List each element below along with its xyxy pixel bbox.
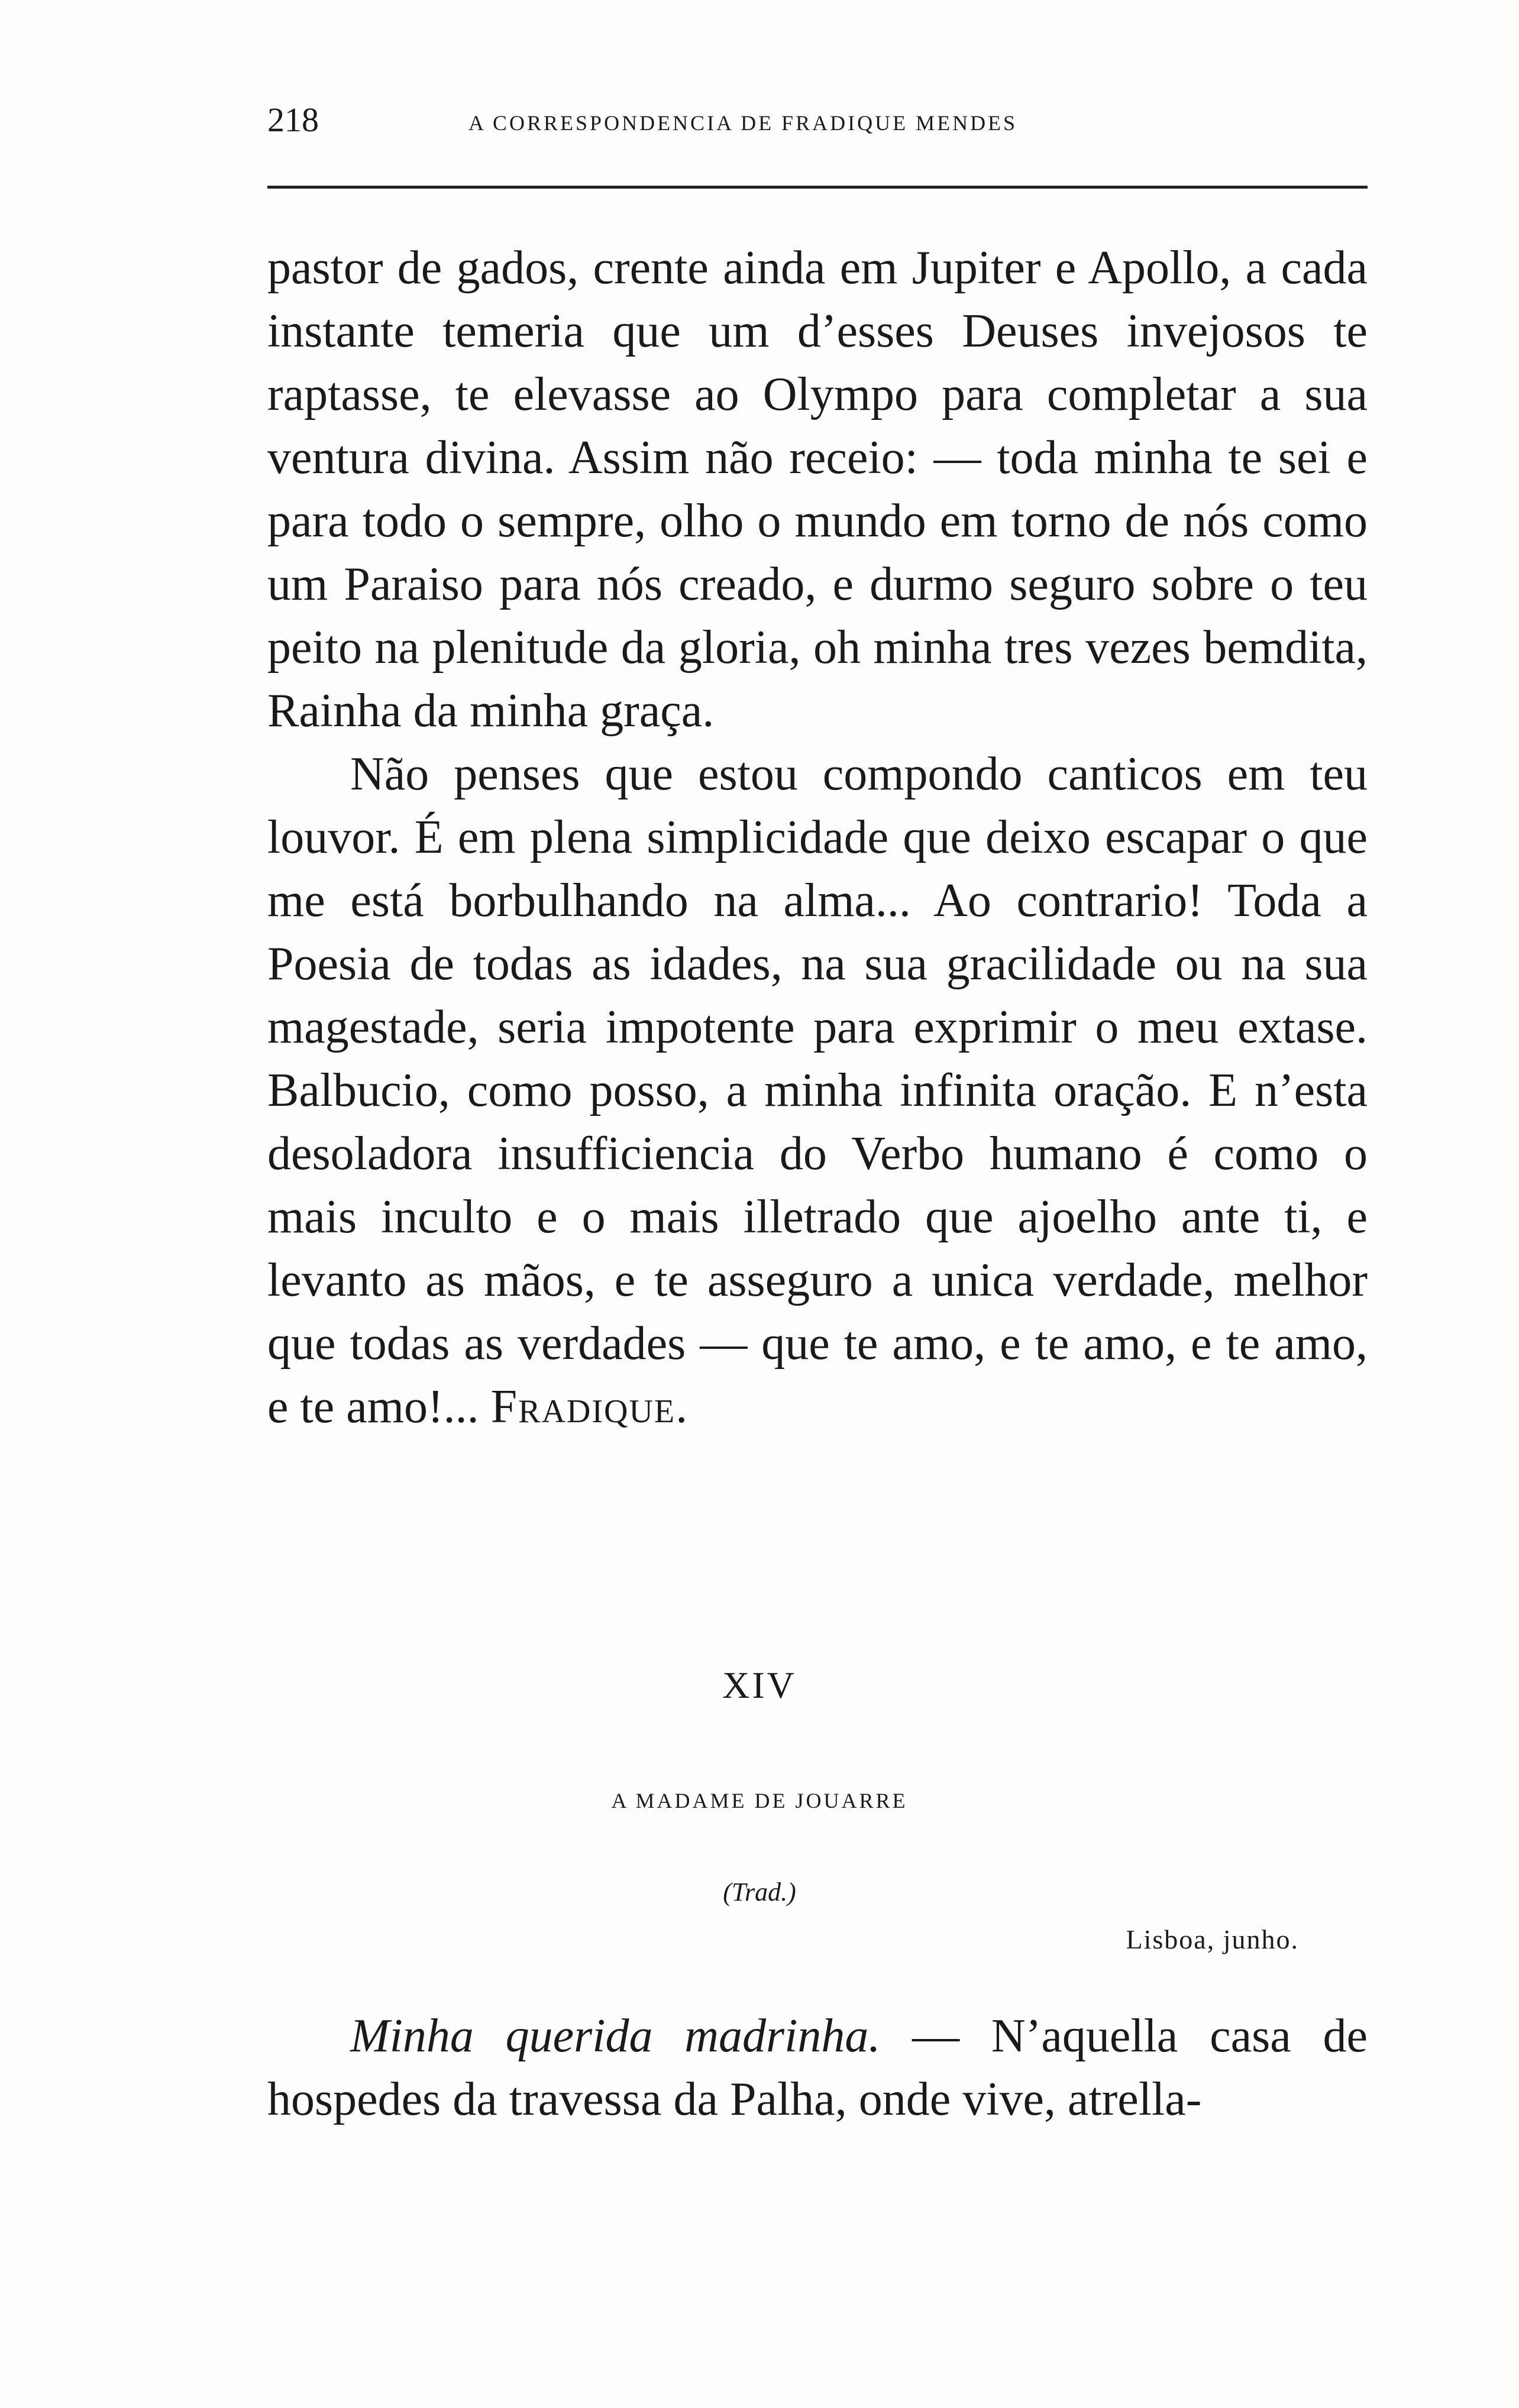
section-number: XIV <box>722 1664 797 1706</box>
page-header <box>267 99 1368 141</box>
header-rule <box>267 186 1368 189</box>
paragraph-2 <box>267 743 1368 1439</box>
page-number: 218 <box>267 101 319 139</box>
letter-opening <box>267 2005 1368 2131</box>
paragraph-2-text: Não penses que estou compondo canticos em teu louvor. É em plena simplicidade que deixo escapar o que me está borbulhando na alma... Ao contrario! Toda a Poesia de todas as idades, na sua gracilidade ou na sua magestade, seria impotente para exprimir o meu extase. Balbucio, como posso, a minha infinita oração. E n’esta desoladora insufficiencia do Verbo humano é como o mais inculto e o mais illetrado que ajoelho ante ti, e levanto as mãos, e te asseguro a unica verdade, melhor que todas as verdades — que te amo, e te amo, e te amo, e te amo!... <box>267 748 1368 1433</box>
running-head: A CORRESPONDENCIA DE FRADIQUE MENDES <box>468 111 1018 135</box>
letter-text <box>267 2005 1368 2131</box>
letter-opening-text: — N’aquella casa de hospedes da travessa da Palha, onde vive, atrella- <box>267 2010 1368 2125</box>
paragraph-1: pastor de gados, crente ainda em Jupiter e Apollo, a cada instante temeria que um d’esses Deuses invejosos te raptasse, te elevasse ao Olympo para completar a sua ventura divina. Assim não receio: — toda minha te sei e para todo o sempre, olho o mundo em torno de nós como um Paraiso para nós creado, e durmo seguro sobre o teu peito na plenitude da gloria, oh minha tres vezes bemdita, Rainha da minha graça. <box>267 242 1368 737</box>
salutation: Minha querida madrinha. <box>350 2010 881 2062</box>
place-date: Lisboa, junho. <box>1126 1924 1299 1954</box>
section-title: A MADAME DE JOUARRE <box>611 1789 908 1813</box>
signature: Fradique. <box>490 1381 689 1433</box>
translation-note: (Trad.) <box>723 1878 796 1907</box>
body-text <box>267 237 1368 1439</box>
